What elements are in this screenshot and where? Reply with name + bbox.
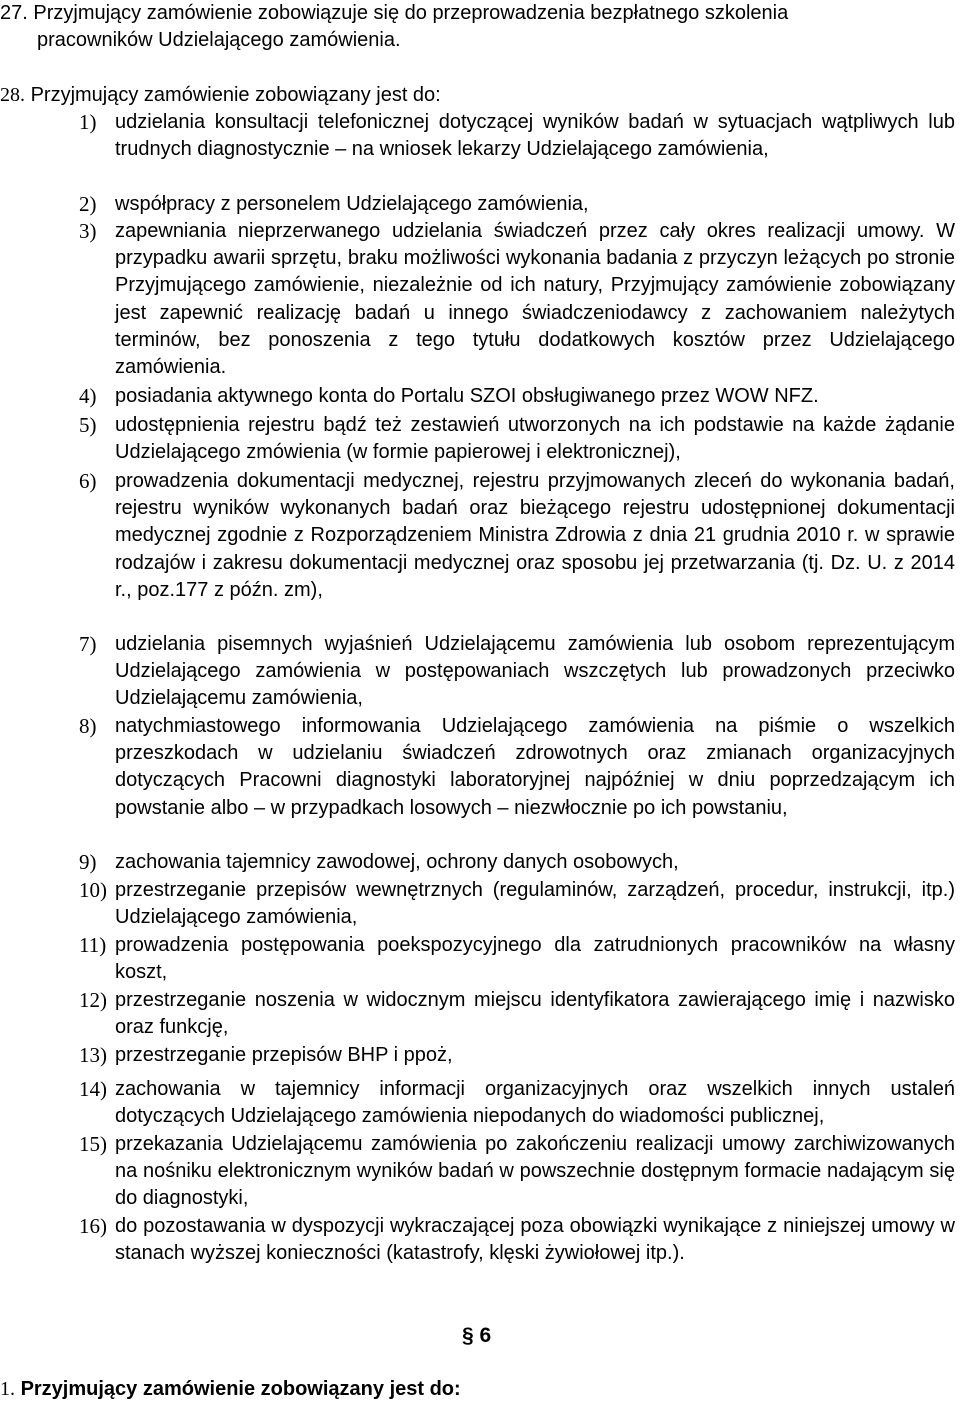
list-item-text: posiadania aktywnego konta do Portalu SZOI obsługiwanego przez WOW NFZ. [115, 385, 819, 407]
list-item-text: prowadzenia postępowania poekspozycyjnego dla zatrudnionych pracowników na własny koszt, [115, 934, 955, 984]
list-item-text: przestrzeganie noszenia w widocznym miejscu identyfikatora zawierającego imię i nazwisko oraz funkcję, [115, 989, 955, 1039]
list-item-text: przestrzeganie przepisów BHP i ppoż, [115, 1044, 453, 1066]
list-item-number: 10) [79, 878, 107, 902]
list-item-number: 5) [79, 413, 97, 437]
list-item-number: 14) [79, 1077, 107, 1101]
list-item-text: prowadzenia dokumentacji medycznej, rejestru przyjmowanych zleceń do wykonania badań, rejestru wyników wykonanych badań oraz bieżącego rejestru udostępnionej dokumentacji medycznej zgodnie z Rozporządzeniem Ministra Zdrowia z dnia 21 grudnia 2010 r. w sprawie rodzajów i zakresu dokumentacji medycznej oraz sposobu jej przetwarzania (tj. Dz. U. z 2014 r., poz.177 z późn. zm), [115, 470, 955, 601]
list-item-text: udzielania pisemnych wyjaśnień Udzielającemu zamówienia lub osobom reprezentującym Udzielającego zamówienia w postępowaniach wszczętych lub prowadzonych przeciwko Udzielającemu zamówienia, [115, 633, 955, 710]
list-item-number: 8) [79, 714, 97, 738]
list-item-number: 15) [79, 1132, 107, 1156]
list-item-text: do pozostawania w dyspozycji wykraczającej poza obowiązki wynikające z niniejszej umowy w stanach wyższej konieczności (katastrofy, klęski żywiołowej itp.). [115, 1215, 955, 1265]
list-item-text: zapewniania nieprzerwanego udzielania świadczeń przez cały okres realizacji umowy. W przypadku awarii sprzętu, braku możliwości wykonania badania z przyczyn leżących po stronie Przyjmującego zamówienie, niezależnie od ich natury, Przyjmujący zamówienie zobowiązany jest zapewnić realizację badań u innego świadczeniodawcy z zachowaniem należytych terminów, bez ponoszenia z tego tytułu dodatkowych kosztów przez Udzielającego zamówienia. [115, 220, 955, 379]
section-heading: Przyjmujący zamówienie zobowiązany jest do: [30, 84, 441, 106]
section-heading: Przyjmujący zamówienie zobowiązany jest do: [20, 1378, 461, 1400]
list-item-text: udostępnienia rejestru bądź też zestawień utworzonych na ich podstawie na każde żądanie Udzielającego zmówienia (w formie papierowej i elektronicznej), [115, 414, 955, 464]
section-text-line: Przyjmujący zamówienie zobowiązuje się do przeprowadzenia bezpłatnego szkolenia [33, 2, 789, 24]
list-item-text: współpracy z personelem Udzielającego zamówienia, [115, 193, 589, 215]
list-item-text: przestrzeganie przepisów wewnętrznych (regulaminów, zarządzeń, procedur, instrukcji, itp.) Udzielającego zamówienia, [115, 879, 955, 929]
paragraph-heading: § 6 [462, 1324, 492, 1347]
list-item-text: przekazania Udzielającemu zamówienia po zakończeniu realizacji umowy zarchiwizowanych na nośniku elektronicznym wyników badań w powszechnie dostępnym formacie nadającym się do diagnostyki, [115, 1133, 955, 1210]
section-1 [0, 1376, 461, 1403]
list-item-number: 6) [79, 469, 97, 493]
section-27 [0, 0, 788, 27]
list-item-number: 4) [79, 384, 97, 408]
list-item-text: natychmiastowego informowania Udzielającego zamówienia na piśmie o wszelkich przeszkodach w udzielaniu świadczeń zdrowotnych oraz zmianach organizacyjnych dotyczących Pracowni diagnostyki laboratoryjnej najpóźniej w dniu poprzedzającym ich powstanie albo – w przypadkach losowych – niezwłocznie po ich powstaniu, [115, 715, 955, 819]
list-item-text: udzielania konsultacji telefonicznej dotyczącej wyników badań w sytuacjach wątpliwych lub trudnych diagnostycznie – na wniosek lekarzy Udzielającego zamówienia, [115, 111, 955, 161]
list-item-number: 12) [79, 988, 107, 1012]
list-item-number: 11) [79, 933, 107, 957]
list-item-number: 13) [79, 1043, 107, 1067]
list-item-text: zachowania w tajemnicy informacji organizacyjnych oraz wszelkich innych ustaleń dotyczących Udzielającego zamówienia niepodanych do wiadomości publicznej, [115, 1078, 955, 1128]
list-item-number: 9) [79, 850, 97, 874]
list-item-number: 7) [79, 632, 97, 656]
list-item-text: zachowania tajemnicy zawodowej, ochrony danych osobowych, [115, 851, 679, 873]
section-number: 27. [0, 2, 28, 24]
list-item-number: 1) [79, 110, 97, 134]
list-item-number: 2) [79, 192, 97, 216]
section-27-continuation: pracowników Udzielającego zamówienia. [37, 29, 401, 51]
section-28 [0, 82, 441, 109]
section-number: 28. [0, 84, 25, 106]
list-item-number: 16) [79, 1214, 107, 1238]
section-number: 1. [0, 1378, 15, 1400]
list-item-number: 3) [79, 219, 97, 243]
